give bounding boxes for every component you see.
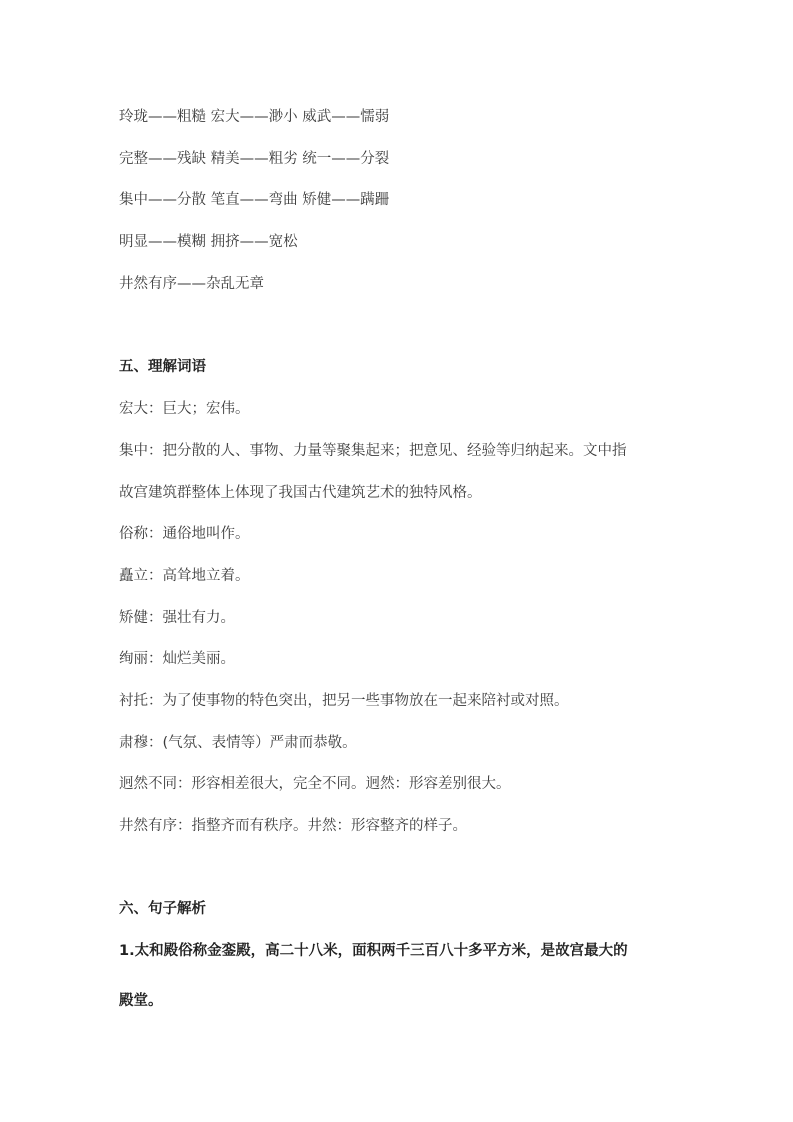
definition-line: 迥然不同：形容相差很大，完全不同。迥然：形容差别很大。 — [119, 776, 511, 792]
definition-line: 故宫建筑群整体上体现了我国古代建筑艺术的独特风格。 — [119, 485, 482, 501]
definition-line: 俗称：通俗地叫作。 — [119, 526, 250, 542]
section-heading-understand-words: 五、理解词语 — [119, 359, 206, 375]
antonym-line: 完整——残缺 精美——粗劣 统一——分裂 — [119, 151, 390, 167]
definition-line: 井然有序：指整齐而有秩序。井然：形容整齐的样子。 — [119, 818, 467, 834]
definition-line: 矗立：高耸地立着。 — [119, 568, 250, 584]
antonym-line: 玲珑——粗糙 宏大——渺小 威武——懦弱 — [119, 109, 390, 125]
definition-line: 宏大：巨大；宏伟。 — [119, 401, 250, 417]
definition-line: 矫健：强壮有力。 — [119, 610, 235, 626]
antonym-line: 明显——模糊 拥挤——宽松 — [119, 234, 298, 250]
definition-line: 肃穆：(气氛、表情等）严肃而恭敬。 — [119, 735, 357, 751]
section-heading-sentence-analysis: 六、句子解析 — [119, 901, 206, 917]
sentence-line: 1.太和殿俗称金銮殿，高二十八米，面积两千三百八十多平方米，是故宫最大的 — [119, 943, 628, 959]
definition-line: 衬托：为了使事物的特色突出，把另一些事物放在一起来陪衬或对照。 — [119, 693, 569, 709]
antonym-line: 井然有序——杂乱无章 — [119, 276, 264, 292]
definition-line: 集中：把分散的人、事物、力量等聚集起来；把意见、经验等归纳起来。文中指 — [119, 443, 627, 459]
definition-line: 绚丽：灿烂美丽。 — [119, 651, 235, 667]
antonym-line: 集中——分散 笔直——弯曲 矫健——蹒跚 — [119, 192, 390, 208]
sentence-line: 殿堂。 — [119, 993, 163, 1009]
